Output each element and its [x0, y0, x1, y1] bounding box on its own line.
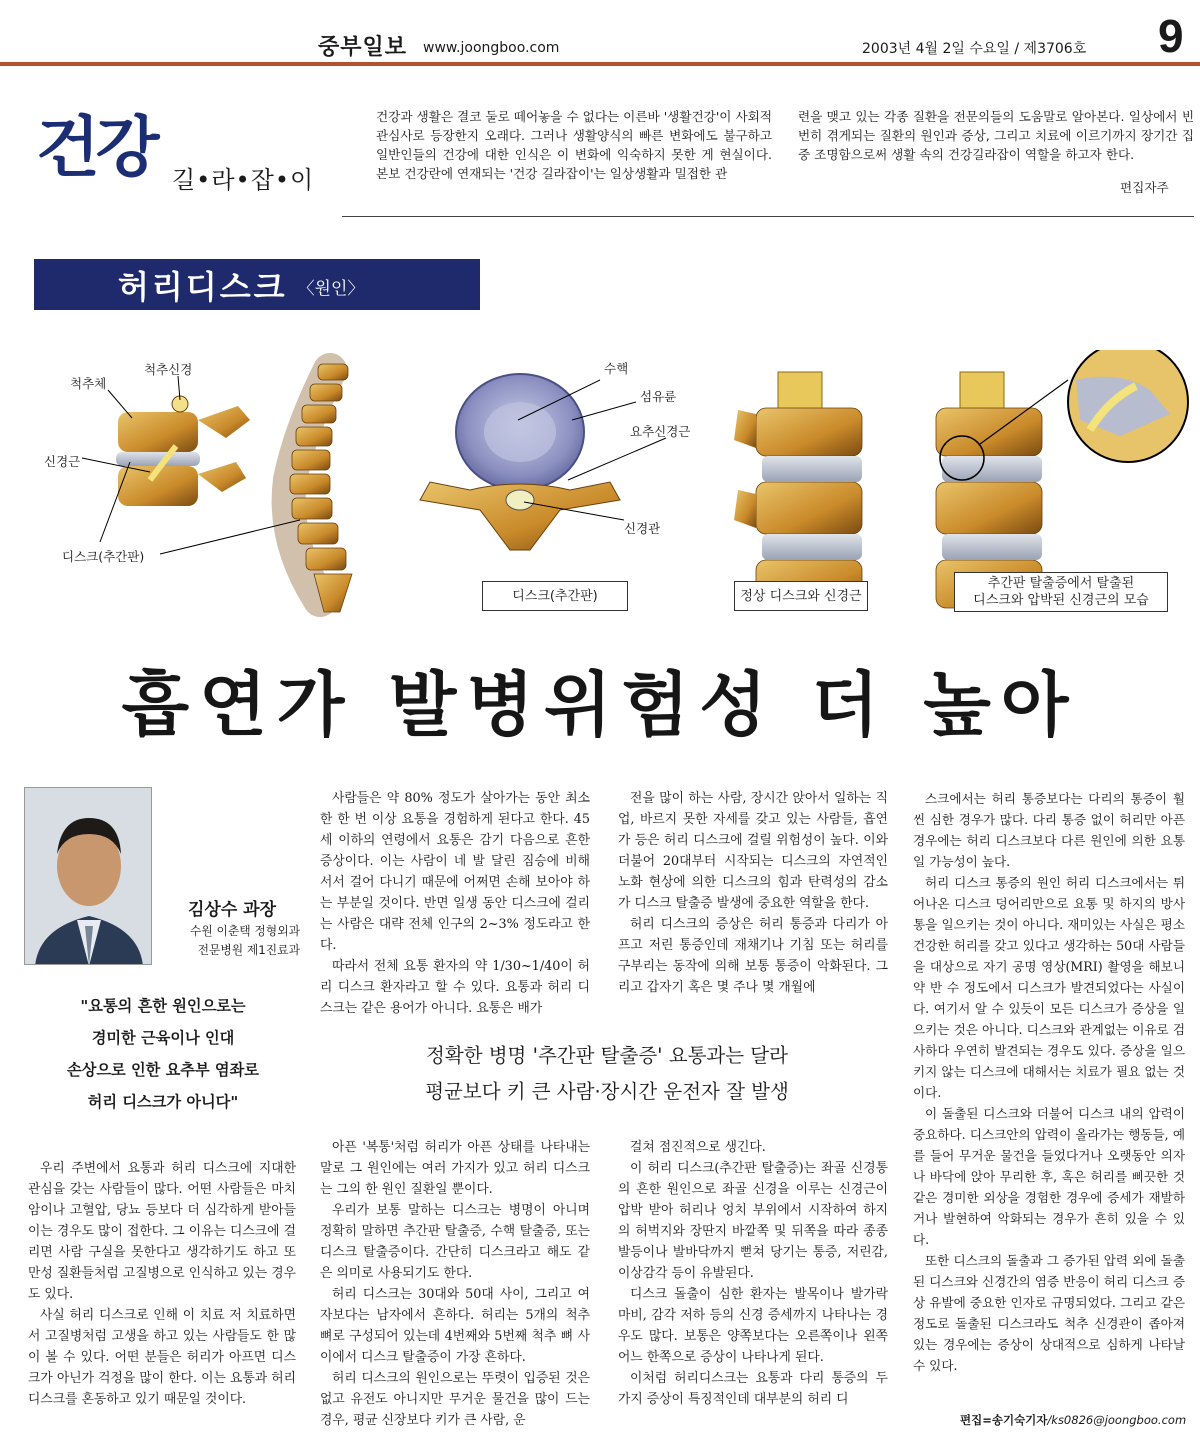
- body-paragraph: 허리 디스크는 30대와 50대 사이, 그리고 여자보다는 남자에서 흔하다. 허리는 5개의 척추 뼈로 구성되어 있는데 4번째와 5번째 척추 뼈 사이에서 디스크 탈출증이 가장 흔하다.: [320, 1287, 590, 1365]
- body-paragraph: 우리 주변에서 요통과 허리 디스크에 지대한 관심을 갖는 사람들이 많다. 어떤 사람들은 마치 암이나 고혈압, 당뇨 등보다 더 심각하게 받아들이는 경우도 많이 접한다. 그 이유는 디스크에 걸리면 사람 구실을 못한다고 생각하기도 하고 또 만성 질환들처럼 고질병으로 인식하고 있는 경우도 있다.: [28, 1161, 296, 1302]
- label-annulus: 섬유륜: [640, 389, 677, 404]
- pull-quote-line1: "요통의 흔한 원인으로는: [80, 997, 246, 1015]
- body-column-4: [913, 788, 1185, 1376]
- affiliation-line2: 전문병원 제1진료과: [197, 943, 300, 957]
- editor-note: 편집자주: [1120, 180, 1169, 195]
- issue-date: 2003년 4월 2일 수요일 / 제3706호: [862, 41, 1087, 57]
- normal-disc-figure: [734, 372, 862, 608]
- pull-quote-line3: 손상으로 인한 요추부 염좌로: [67, 1061, 259, 1079]
- caption-herniated-line2: 디스크와 압박된 신경근의 모습: [973, 593, 1149, 608]
- body-paragraph: 허리 디스크의 원인으로는 뚜렷이 입증된 것은 없고 유전도 아니지만 무거운 물건을 많이 드는 경우, 평균 신장보다 키가 큰 사람, 운: [320, 1371, 590, 1428]
- body-column-3-bottom: [618, 1137, 888, 1410]
- editor-intro-col2: 련을 맺고 있는 각종 질환을 전문의들의 도움말로 알아본다. 일상에서 빈번히 겪게되는 질환의 원인과 증상, 그리고 치료에 이르기까지 장기간 집중 조명함으로써 생활 속의 건강길라잡이 역할을 하고자 한다.: [798, 109, 1194, 162]
- body-column-1-bottom: [28, 1158, 296, 1410]
- body-paragraph: 또한 디스크의 돌출과 그 증가된 압력 외에 돌출된 디스크와 신경간의 염증 반응이 허리 디스크 증상 유발에 중요한 인자로 규명되었다. 그리고 같은 정도로 돌출된 디스크라도 척추 신경관이 좁아져 있는 경우에는 증상이 상대적으로 심하게 나타날 수 있다.: [913, 1253, 1185, 1373]
- body-paragraph: 사실 허리 디스크로 인해 이 치료 저 치료하면서 고질병처럼 고생을 하고 있는 사람들도 한 많이 볼 수 있다. 어떤 분들은 허리가 아프면 디스크가 아닌가 걱정을 많이 한다. 이는 요통과 허리 디스크를 혼동하고 있기 때문일 것이다.: [28, 1308, 296, 1407]
- label-disc: 디스크(추간판): [62, 549, 145, 564]
- caption-disc: 디스크(추간판): [482, 581, 628, 611]
- pull-quote-line2: 경미한 근육이나 인대: [91, 1029, 235, 1047]
- body-column-2-bottom: [320, 1137, 590, 1431]
- topic-title: 허리디스크: [118, 267, 288, 306]
- headline: 흡연가 발병위험성 더 높아: [121, 663, 1079, 746]
- label-nucleus: 수핵: [604, 361, 629, 376]
- body-paragraph: 아픈 '복통'처럼 허리가 아픈 상태를 나타내는 말로 그 원인에는 여러 가지가 있고 허리 디스크는 그의 한 원인 질환일 뿐이다.: [320, 1140, 590, 1197]
- label-nerve-root: 신경근: [44, 454, 81, 469]
- credit-email: /ks0826@joongboo.com: [1047, 1413, 1187, 1427]
- subhead-line1: 정확한 병명 '추간판 탈출증' 요통과는 달라: [426, 1044, 788, 1067]
- body-paragraph: 이 허리 디스크(추간판 탈출증)는 좌골 신경통의 흔한 원인으로 좌골 신경을 이루는 신경근이 압박 받아 허리나 엉치 부위에서 시작하여 하지의 허벅지와 장딴지 바깥쪽 및 뒤쪽을 따라 종종 발등이나 발바닥까지 뻗쳐 당기는 통증, 저린감, 이상감각 등이 유발된다.: [618, 1161, 888, 1281]
- column-subtitle: 길•라•잡•이: [172, 166, 315, 194]
- newspaper-url: www.joongboo.com: [423, 40, 560, 56]
- body-paragraph: 허리 디스크 통증의 원인 허리 디스크에서는 튀어나온 디스크 덩어리만으로 요통 및 하지의 방사통을 일으키는 것이 아니다. 재미있는 사실은 평소 건강한 허리를 갖고 있다고 생각하는 50대 사람들을 대상으로 자기 공명 영상(MRI) 촬영을 해보니 약 반 수 정도에서 디스크가 발견되었다는 사실이다. 여기서 알 수 있듯이 모든 디스크가 증상을 일으키는 것은 아니다. 디스크와 관계없는 이유로 검사하다 우연히 발견되는 경우도 있다. 증상을 일으키지 않는 디스크에 대해서는 치료가 필요 없는 것이다.: [913, 875, 1185, 1100]
- affiliation-line1: 수원 이춘택 정형외과: [189, 924, 300, 938]
- illustration-panel: [0, 350, 1200, 630]
- newspaper-logo: 중부일보: [318, 35, 408, 60]
- doctor-photo: [24, 787, 152, 965]
- pull-quote-line4: 허리 디스크가 아니다": [87, 1093, 239, 1111]
- herniated-disc-figure: [936, 350, 1188, 608]
- body-paragraph: 이 돌출된 디스크와 더불어 디스크 내의 압력이 중요하다. 디스크안의 압력이 올라가는 행동들, 예를 들어 무거운 물건을 들었다거나 오랫동안 의자나 바닥에 앉아 무리한 후, 혹은 허리를 삐끗한 것 같은 경미한 외상을 경험한 경우에 증세가 재발하거나 발현하여 악화되는 경우가 흔히 있을 수 있다.: [913, 1106, 1185, 1247]
- editor-intro-col1: 건강과 생활은 결코 둘로 떼어놓을 수 없다는 이른바 '생활건강'이 사회적 관심사로 등장한지 오래다. 그러나 생활양식의 빠른 변화에도 불구하고 일반인들의 건강에 대한 인식은 이 변화에 익숙하지 못한 게 현실이다. 본보 건강란에 연재되는 '건강 길라잡이'는 일상생활과 밀접한 관: [376, 109, 772, 181]
- doctor-name: 김상수 과장: [188, 900, 277, 920]
- body-paragraph: 사람들은 약 80% 정도가 살아가는 동안 최소한 한 번 이상 요통을 경험하게 된다고 한다. 45세 이하의 연령에서 요통은 감기 다음으로 흔한 증상이다. 이는 사람이 네 발 달린 짐승에 비해 서서 걸어 다니기 때문에 어쩌면 손해 보아야 하는 부분일 것이다. 반면 일생 동안 디스크에 걸리는 사람은 대략 전체 인구의 2~3% 정도라고 한다.: [320, 791, 590, 953]
- page-number: 9: [1158, 10, 1184, 62]
- masthead-rule: [0, 62, 1200, 66]
- body-column-2-top: [320, 788, 590, 1019]
- topic-tag: 〈원인〉: [297, 279, 365, 299]
- column-header: [0, 90, 1200, 220]
- caption-herniated: [954, 572, 1168, 612]
- body-paragraph: 이처럼 허리디스크는 요통과 다리 통증의 두 가지 증상이 특징적인데 대부분의 허리 디: [618, 1371, 888, 1407]
- caption-herniated-line1: 추간판 탈출증에서 탈출된: [987, 576, 1135, 591]
- pull-quote: [28, 990, 298, 1118]
- topic-banner: [34, 259, 480, 310]
- body-paragraph: 스크에서는 허리 통증보다는 다리의 통증이 훨씬 심한 경우가 많다. 다리 통증 없이 허리만 아픈 경우에는 허리 디스크보다 다른 원인에 의한 요통일 가능성이 높다.: [913, 791, 1185, 869]
- body-paragraph: 걸쳐 점진적으로 생긴다.: [630, 1140, 766, 1155]
- vertebra-closeup: [82, 376, 250, 542]
- subhead: [318, 1038, 896, 1110]
- subhead-line2: 평균보다 키 큰 사람·장시간 운전자 잘 발생: [425, 1080, 789, 1103]
- column-title: 건강: [36, 109, 156, 186]
- editor-credit: [960, 1412, 1186, 1428]
- masthead: [0, 0, 1200, 70]
- label-spinal-nerve: 척추신경: [144, 362, 193, 377]
- body-paragraph: 따라서 전체 요통 환자의 약 1/30~1/40이 허리 디스크 환자라고 할 수 있다. 요통과 허리 디스크는 같은 용어가 아니다. 요통은 배가: [320, 959, 590, 1016]
- header-rule: [342, 216, 1194, 217]
- label-vertebra: 척추체: [70, 376, 107, 391]
- credit-label: 편집=송기숙기자: [960, 1413, 1048, 1427]
- doctor-affiliation: [170, 922, 300, 960]
- caption-normal: 정상 디스크와 신경근: [734, 581, 868, 611]
- body-paragraph: 우리가 보통 말하는 디스크는 병명이 아니며 정확히 말하면 추간판 탈출증, 수핵 탈출증, 또는 디스크 탈출증이다. 간단히 디스크라고 해도 같은 의미로 사용되기도 한다.: [320, 1203, 590, 1281]
- body-paragraph: 전을 많이 하는 사람, 장시간 앉아서 일하는 직업, 바르지 못한 자세를 갖고 있는 사람들, 흡연가 등은 허리 디스크에 걸릴 위험성이 높다. 이와 더불어 20대부터 시작되는 디스크의 자연적인 노화 현상에 의한 디스크의 힘과 탄력성의 감소가 디스크 탈출증 발생에 중요한 역할을 한다.: [618, 791, 888, 911]
- body-paragraph: 디스크 돌출이 심한 환자는 발목이나 발가락 마비, 감각 저하 등의 신경 증세까지 나타나는 경우도 많다. 보통은 양쪽보다는 오른쪽이나 왼쪽 어느 한쪽으로 증상이 나타나게 된다.: [618, 1287, 888, 1365]
- body-paragraph: 허리 디스크의 증상은 허리 통증과 다리가 아프고 저린 통증인데 재채기나 기침 또는 허리를 구부리는 동작에 의해 보통 통증이 악화된다. 그리고 갑자기 혹은 몇 주나 몇 개월에: [618, 917, 888, 995]
- label-lumbar-nerve-root: 요추신경근: [630, 424, 691, 439]
- doctor-portrait: [25, 788, 152, 965]
- label-spinal-canal: 신경관: [624, 521, 661, 536]
- body-column-3-top: [618, 788, 888, 998]
